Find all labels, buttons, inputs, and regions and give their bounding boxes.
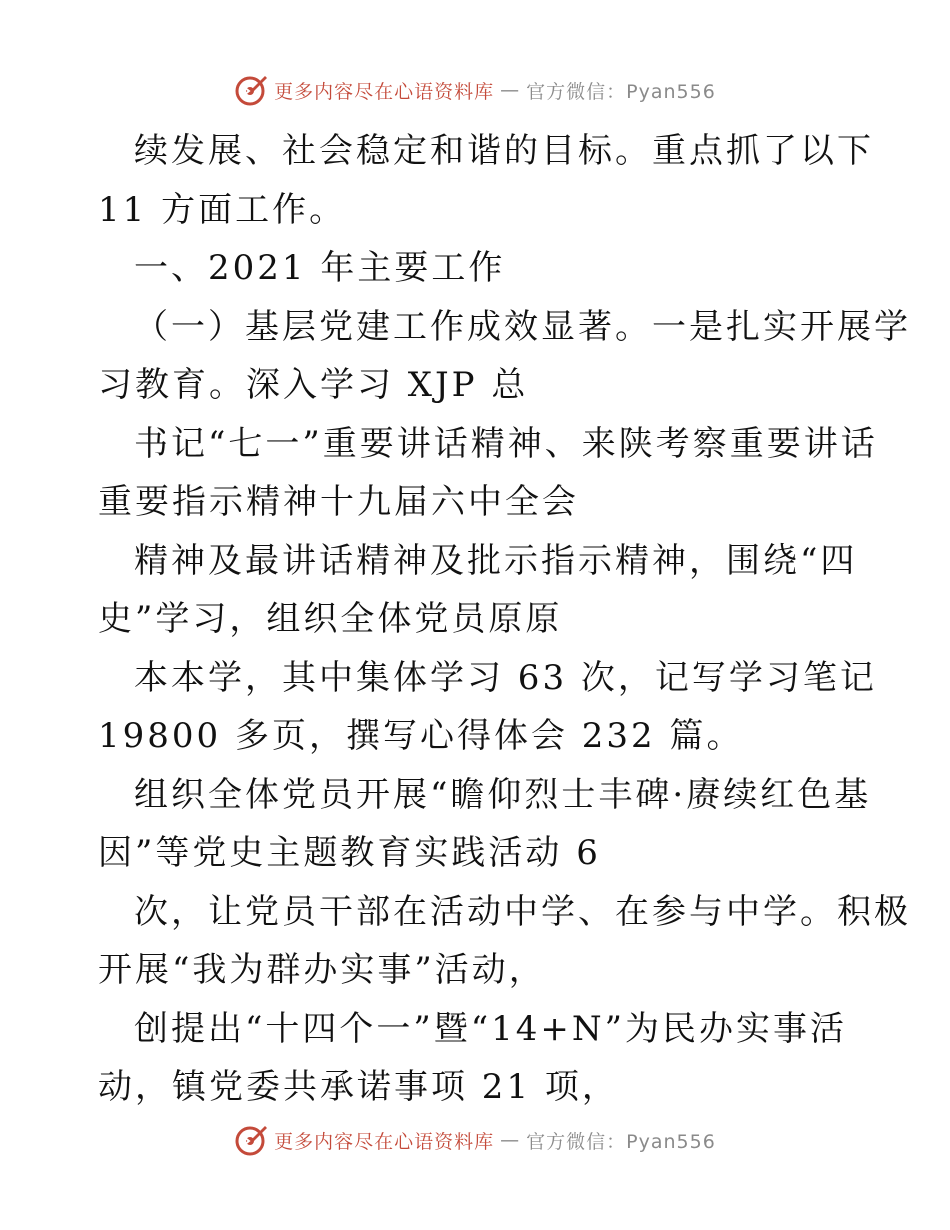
text-line: 续发展、社会稳定和谐的目标。重点抓了以下: [134, 131, 874, 171]
text-line: 习教育。深入学习 XJP 总: [98, 365, 529, 405]
text-line: 因”等党史主题教育实践活动 6: [98, 833, 601, 873]
text-line: 精神及最讲话精神及批示指示精神，围绕“四: [134, 540, 858, 581]
watermark-brand-text: 更多内容尽在心语资料库: [274, 80, 495, 103]
text-line: 11 方面工作。: [98, 189, 347, 230]
text-line: （一）基层党建工作成效显著。一是扎实开展学: [134, 306, 911, 347]
pen-logo-icon: [234, 1123, 268, 1157]
text-line: 组织全体党员开展“瞻仰烈士丰碑·赓续红色基: [134, 774, 872, 815]
watermark-dash: —: [500, 79, 521, 101]
text-line: 动，镇党委共承诺事项 21 项，: [98, 1067, 619, 1107]
text-line: 次，让党员干部在活动中学、在参与中学。积极: [134, 891, 911, 932]
text-line: 本本学，其中集体学习 63 次，记写学习笔记: [134, 657, 877, 698]
text-line: 19800 多页，撰写心得体会 232 篇。: [98, 716, 744, 756]
text-line: 史”学习，组织全体党员原原: [98, 599, 563, 639]
watermark-brand-text: 更多内容尽在心语资料库: [274, 1130, 495, 1153]
watermark-dash: —: [500, 1129, 521, 1151]
section-heading: 一、2021 年主要工作: [134, 248, 506, 288]
text-line: 重要指示精神十九届六中全会: [98, 482, 579, 522]
footer-watermark: [0, 1120, 950, 1160]
text-line: 创提出“十四个一”暨“14+N”为民办实事活: [134, 1008, 848, 1049]
header-watermark: [0, 70, 950, 110]
text-line: 书记“七一”重要讲话精神、来陕考察重要讲话: [134, 423, 878, 464]
watermark-contact-text: 官方微信：Pyan556: [526, 1130, 716, 1153]
pen-logo-icon: [234, 73, 268, 107]
document-body: [98, 122, 911, 1117]
text-line: 开展“我为群办实事”活动，: [98, 950, 546, 990]
watermark-contact-text: 官方微信：Pyan556: [526, 80, 716, 103]
